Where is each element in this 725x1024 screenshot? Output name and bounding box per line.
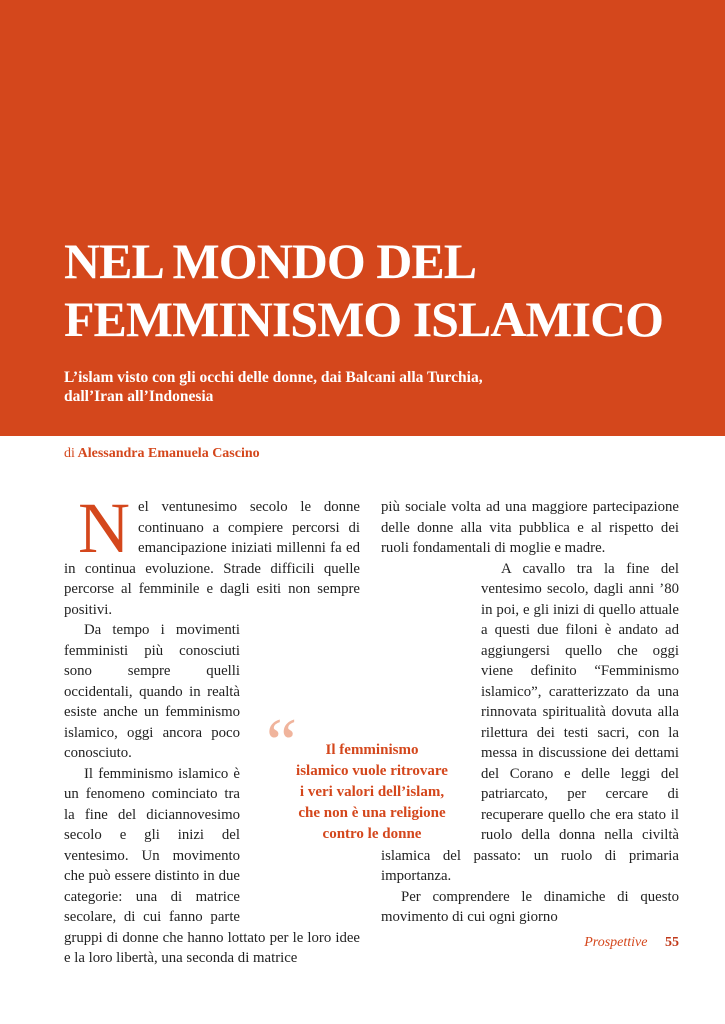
pull-quote-line-4: che non è una religione [298, 805, 446, 821]
subtitle-line-1: L’islam visto con gli occhi delle donne, dai Balcani alla Turchia, [64, 369, 483, 386]
pull-quote [266, 705, 472, 845]
page-number: 55 [665, 935, 679, 950]
paragraph-5: A cavallo tra la fine del ventesimo secolo, dagli anni ’80 in poi, e gli inizi di quello attuale a questi due filoni è andato ad aggiungersi quello che oggi viene definito “Femminismo islamico”, caratterizzato da una rinnovata spiritualità dovuta alla rilettura dei testi sacri, con la messa in discussione dei dettami del Corano e delle leggi del patriarcato, per cercare di recuperare quello che era stato il ruolo della donna nella civiltà islamica del passato: un ruolo di primaria importanza. [381, 560, 679, 884]
paragraph-3: Il femminismo islamico è un fenomeno cominciato tra la fine del diciannovesimo secolo e gli inizi del ventesimo. Un movimento che può essere distinto in due categorie: una di matrice secolare, di cui fanno parte gruppi di donne che hanno lottato per le loro idee e la loro libertà, una seconda di matrice [64, 765, 360, 966]
article-title [64, 232, 714, 348]
paragraph-1-text: el ventunesimo secolo le donne continuano a compiere percorsi di emancipazione iniziati millenni fa ed in continua evoluzione. Strade difficili quelle percorse al femminile e dagli esiti non sempre positivi. [64, 499, 360, 618]
paragraph-2: Da tempo i movimenti femministi più conosciuti sono sempre quelli occidentali, quando in realtà esiste anche un femminismo islamico, oggi ancora poco conosciuto. [64, 622, 240, 761]
magazine-name: Prospettive [584, 935, 648, 950]
paragraph-6: Per comprendere le dinamiche di questo movimento di cui ogni giorno [381, 888, 679, 925]
title-line-2: FEMMINISMO ISLAMICO [64, 291, 664, 347]
article-column-right [381, 497, 679, 928]
pull-quote-line-5: contro le donne [322, 826, 422, 842]
drop-cap: N [78, 488, 130, 568]
article-subtitle [64, 368, 684, 406]
byline-author: Alessandra Emanuela Cascino [77, 446, 260, 461]
pull-quote-line-1: Il femminismo [325, 742, 419, 758]
title-line-1: NEL MONDO DEL [64, 233, 477, 289]
byline [64, 446, 260, 462]
paragraph-1 [64, 488, 360, 620]
title-banner [0, 0, 725, 436]
pull-quote-line-3: i veri valori dell’islam, [299, 784, 445, 800]
pull-quote-text [272, 720, 472, 845]
paragraph-4: più sociale volta ad una maggiore partecipazione delle donne alla vita pubblica e al rispetto dei ruoli fondamentali di moglie e madre. [381, 499, 679, 556]
byline-prefix: di [64, 446, 75, 461]
page-footer [584, 935, 679, 951]
pull-quote-line-2: islamico vuole ritrovare [296, 763, 448, 779]
subtitle-line-2: dall’Iran all’Indonesia [64, 388, 214, 405]
quote-mark-icon: “ [266, 705, 298, 782]
